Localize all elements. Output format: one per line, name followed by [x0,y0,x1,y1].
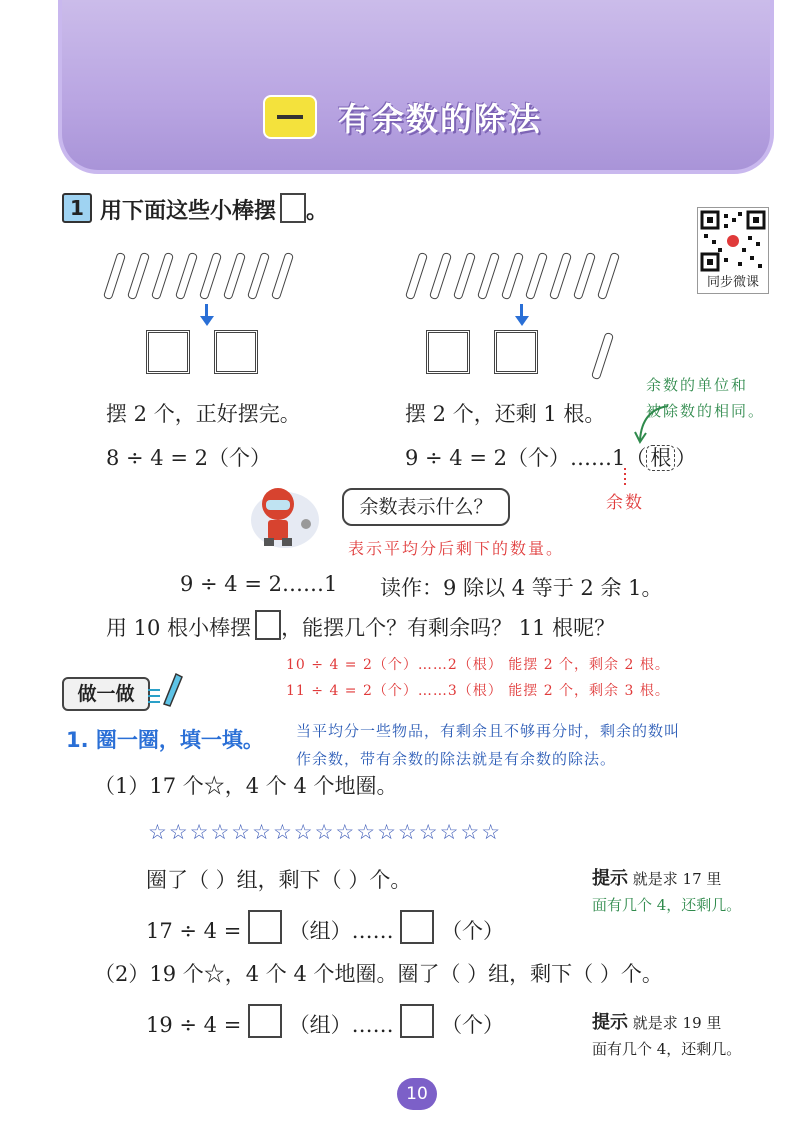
equation-end: （个） [441,1013,505,1037]
speech-bubble: 余数表示什么？ [342,488,510,526]
note-arrow-icon [632,400,682,450]
section-title [100,193,328,225]
stick [223,252,246,300]
question-1-title: 1. 圈一圈，填一填。 [66,728,264,752]
stick [175,252,198,300]
chapter-number-badge [265,97,315,137]
part-1-fill: 圈了（ ）组，剩下（ ）个。 [146,868,412,892]
left-caption: 摆 2 个，正好摆完。 [106,402,301,426]
robot-icon [248,480,322,550]
answer-11: 11 ÷ 4 = 2（个）……3（根） 能摆 2 个，剩余 3 根。 [286,683,670,699]
equation-reading: 读作：9 除以 4 等于 2 余 1。 [380,576,663,600]
square-icon [255,610,281,640]
right-caption: 摆 2 个，还剩 1 根。 [405,402,606,426]
square-icon [280,193,306,223]
stick [597,252,620,300]
note-unit-line2: 被除数的相同。 [646,402,766,420]
hint-2 [592,1010,741,1062]
question-part-a: 用 10 根小棒摆 [106,616,252,640]
stick [199,252,222,300]
section-title-end: 。 [306,199,329,224]
qr-label: 同步微课 [697,273,769,294]
stick [525,252,548,300]
hint-title: 提示 [592,1012,628,1033]
practice-tag: 做一做 [62,677,150,711]
right-equation-end: ） [675,446,697,470]
note-unit-line1: 余数的单位和 [646,376,749,394]
answer-box-quotient[interactable] [248,1004,282,1038]
page-number: 10 [397,1078,437,1110]
square-figure [494,330,538,374]
hint-title: 提示 [592,868,628,889]
left-equation: 8 ÷ 4 = 2（个） [106,446,271,470]
chapter-title: 有余数的除法 [338,100,543,138]
stick [549,252,572,300]
remainder-unit: 根 [646,445,675,471]
hint-text-2: 面有几个 4，还剩几。 [592,896,742,914]
stick [127,252,150,300]
right-equation-text: 9 ÷ 4 = 2（个）……1（ [405,446,647,470]
hint-text: 就是求 17 里 [628,870,722,888]
section-title-text: 用下面这些小棒摆 [100,199,277,224]
hint-text-2: 面有几个 4，还剩几。 [592,1040,742,1058]
square-figure [426,330,470,374]
stars-row: ☆☆☆☆☆☆☆☆☆☆☆☆☆☆☆☆☆ [148,820,503,844]
stick [429,252,452,300]
qr-code-icon [698,208,768,274]
remainder-pointer [622,468,632,488]
question-part-b: ，能摆几个？有剩余吗？ 11 根呢？ [281,616,616,640]
stick [453,252,476,300]
stick [501,252,524,300]
square-figure [146,330,190,374]
stick [103,252,126,300]
answer-10: 10 ÷ 4 = 2（个）……2（根） 能摆 2 个，剩余 2 根。 [286,657,670,673]
stick [477,252,500,300]
answer-box-quotient[interactable] [248,910,282,944]
arrow-down-icon [515,316,529,326]
part-1-equation [146,910,504,945]
stick [271,252,294,300]
answer-box-remainder[interactable] [400,910,434,944]
part-2-equation [146,1004,504,1039]
part-1-label: （1）17 个☆，4 个 4 个地圈。 [94,774,398,798]
hint-1 [592,866,741,918]
note-remainder: 余数 [606,493,644,513]
section-number: 1 [62,193,92,223]
bubble-answer: 表示平均分后剩下的数量。 [348,539,565,558]
definition-line1: 当平均分一些物品，有剩余且不够再分时，剩余的数叫 [296,722,681,740]
stick [405,252,428,300]
part-2-label: （2）19 个☆，4 个 4 个地圈。圈了（ ）组，剩下（ ）个。 [94,962,663,986]
question-10-sticks [106,610,615,642]
stick [151,252,174,300]
equation-lhs: 19 ÷ 4 = [146,1013,242,1037]
arrow-down-icon [200,316,214,326]
main-equation: 9 ÷ 4 = 2……1 [180,572,338,596]
chapter-header [58,0,774,174]
square-figure [214,330,258,374]
qr-code[interactable] [697,207,769,275]
hint-text: 就是求 19 里 [628,1014,722,1032]
equation-lhs: 17 ÷ 4 = [146,919,242,943]
equation-end: （个） [441,919,505,943]
equation-middle: （组）…… [288,1013,394,1037]
leftover-stick [591,332,614,380]
pencil-icon [146,668,186,708]
sticks-group-right [402,250,642,300]
sticks-group-left [100,250,320,300]
answer-box-remainder[interactable] [400,1004,434,1038]
equation-middle: （组）…… [288,919,394,943]
stick [573,252,596,300]
definition-line2: 作余数，带有余数的除法就是有余数的除法。 [296,750,617,768]
stick [247,252,270,300]
